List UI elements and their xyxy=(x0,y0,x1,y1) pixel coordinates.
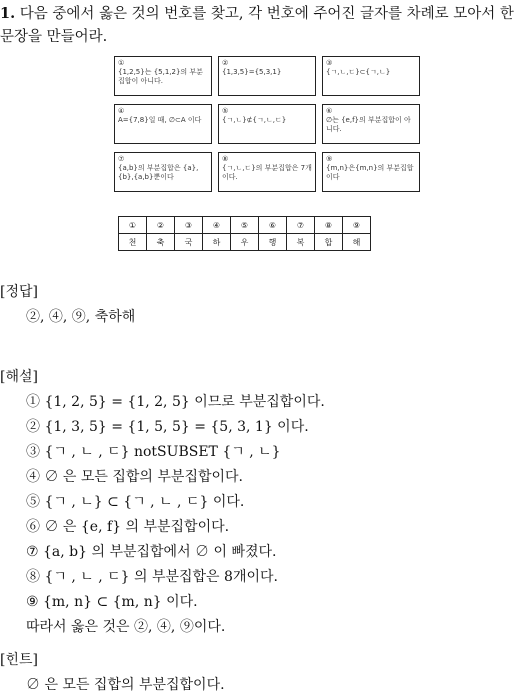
table-cell-number: ⑦ xyxy=(287,217,315,234)
hint-section xyxy=(0,648,225,698)
table-cell-letter: 국 xyxy=(175,234,203,251)
answer-section xyxy=(0,280,135,330)
choice-text: ∅는 {e,f}의 부분집합이 아니다. xyxy=(326,116,411,133)
choice-box xyxy=(322,104,420,144)
table-cell-letter: 행 xyxy=(259,234,287,251)
table-cell-letter: 해 xyxy=(343,234,371,251)
hint-label: [힌트] xyxy=(0,652,38,668)
table-cell-number: ⑥ xyxy=(259,217,287,234)
question xyxy=(0,2,531,49)
question-text: 다음 중에서 옳은 것의 번호를 찾고, 각 번호에 주어진 글자를 차례로 모아서 한 문장을 만들어라. xyxy=(0,6,514,45)
choice-grid xyxy=(114,56,420,200)
table-cell-letter: 하 xyxy=(203,234,231,251)
table-cell-letter: 천 xyxy=(119,234,147,251)
question-number: 1. xyxy=(0,5,16,22)
answer-label: [정답] xyxy=(0,284,38,300)
explanation-line: ⑦ {a, b} 의 부분집합에서 ∅ 이 빠졌다. xyxy=(26,544,277,560)
choice-box xyxy=(322,56,420,96)
explanation-line: ④ ∅ 은 모든 집합의 부분집합이다. xyxy=(26,469,243,485)
choice-text: {1,3,5}={5,3,1} xyxy=(222,68,282,76)
choice-box xyxy=(218,56,316,96)
choice-number: ⑨ xyxy=(326,155,333,163)
explanation-line: ⑨ {m, n} ⊂ {m, n} 이다. xyxy=(26,594,198,610)
table-cell-number: ⑧ xyxy=(315,217,343,234)
choice-box xyxy=(218,104,316,144)
choice-number: ⑤ xyxy=(222,107,229,115)
explanation-line: ① {1, 2, 5} = {1, 2, 5} 이므로 부분집합이다. xyxy=(26,394,325,410)
table-cell-letter: 축 xyxy=(147,234,175,251)
choice-number: ② xyxy=(222,59,229,67)
table-cell-number: ③ xyxy=(175,217,203,234)
choice-text: A={7,8}일 때, ∅⊂A 이다 xyxy=(118,116,202,124)
choice-text: {ㄱ,ㄴ}⊄{ㄱ,ㄴ,ㄷ} xyxy=(222,116,287,124)
table-cell-number: ② xyxy=(147,217,175,234)
answer-text: ②, ④, ⑨, 축하해 xyxy=(26,309,136,325)
choice-row xyxy=(114,152,420,192)
explanation-line: ⑧ {ㄱ , ㄴ , ㄷ} 의 부분집합은 8개이다. xyxy=(26,569,278,585)
table-row xyxy=(119,217,371,234)
choice-number: ⑦ xyxy=(118,155,125,163)
choice-number: ① xyxy=(118,59,125,67)
explanation-conclusion: 따라서 옳은 것은 ②, ④, ⑨이다. xyxy=(26,619,226,635)
choice-row xyxy=(114,104,420,144)
choice-text: {a,b}의 부분집합은 {a},{b},{a,b}뿐이다 xyxy=(118,164,199,181)
hint-text: ∅ 은 모든 집합의 부분집합이다. xyxy=(26,677,225,693)
explanation-label: [해설] xyxy=(0,369,38,385)
table-cell-number: ④ xyxy=(203,217,231,234)
choice-text: {ㄱ,ㄴ,ㄷ}의 부분집합은 7개이다. xyxy=(222,164,312,181)
choice-number: ⑧ xyxy=(222,155,229,163)
choice-box xyxy=(322,152,420,192)
table-cell-number: ① xyxy=(119,217,147,234)
table-cell-number: ⑨ xyxy=(343,217,371,234)
choice-number: ⑥ xyxy=(326,107,333,115)
choice-number: ③ xyxy=(326,59,333,67)
choice-text: {1,2,5}는 {5,1,2}의 부분집합이 아니다. xyxy=(118,68,203,85)
choice-row xyxy=(114,56,420,96)
explanation-section xyxy=(0,365,325,640)
choice-box xyxy=(114,152,212,192)
answer-letter-table xyxy=(118,216,371,251)
table-row xyxy=(119,234,371,251)
table-cell-letter: 복 xyxy=(287,234,315,251)
choice-box xyxy=(114,56,212,96)
table-cell-number: ⑤ xyxy=(231,217,259,234)
choice-number: ④ xyxy=(118,107,125,115)
table-cell-letter: 우 xyxy=(231,234,259,251)
explanation-line: ③ {ㄱ , ㄴ , ㄷ} notSUBSET {ㄱ , ㄴ} xyxy=(26,444,281,460)
explanation-line: ⑤ {ㄱ , ㄴ} ⊂ {ㄱ , ㄴ , ㄷ} 이다. xyxy=(26,494,245,510)
choice-box xyxy=(114,104,212,144)
choice-box xyxy=(218,152,316,192)
explanation-line: ② {1, 3, 5} = {1, 5, 5} = {5, 3, 1} 이다. xyxy=(26,419,309,435)
table-cell-letter: 합 xyxy=(315,234,343,251)
choice-text: {m,n}은{m,n}의 부분집합이다 xyxy=(326,164,414,181)
explanation-line: ⑥ ∅ 은 {e, f} 의 부분집합이다. xyxy=(26,519,230,535)
choice-text: {ㄱ,ㄴ,ㄷ}⊂{ㄱ,ㄴ} xyxy=(326,68,391,76)
